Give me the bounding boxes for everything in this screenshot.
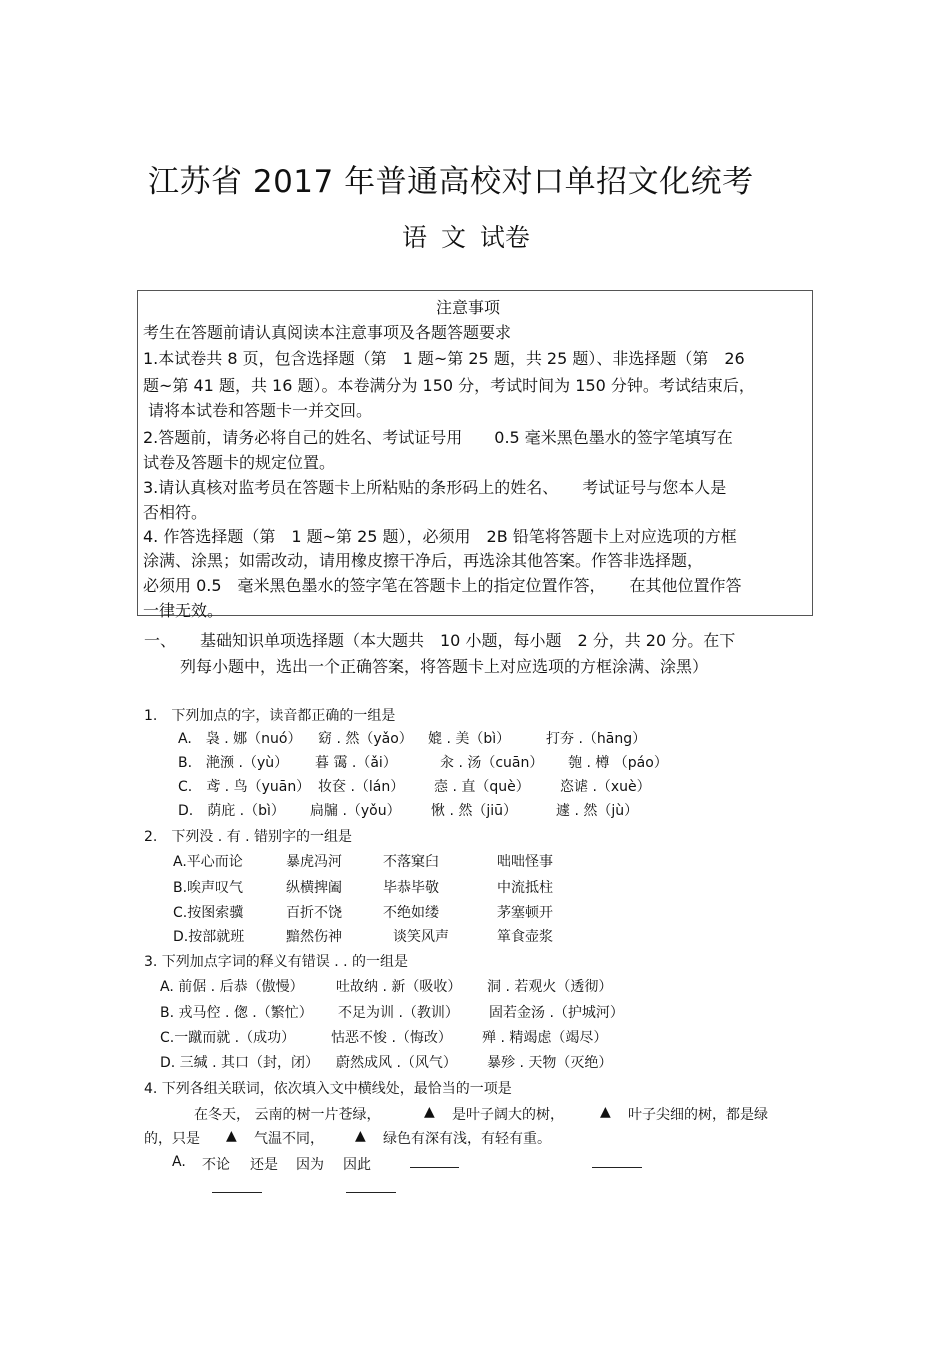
notice-line: 请将本试卷和答题卡一并交回。	[148, 401, 373, 420]
page-subtitle: 语 文 试卷	[402, 223, 530, 252]
page-title: 江苏省 2017 年普通高校对口单招文化统考	[148, 164, 754, 200]
option-cell: 不足为训 .（教训）	[338, 1005, 459, 1021]
option-cell: 吐故纳 . 新（吸收）	[336, 979, 462, 995]
blank-marker: ▲	[355, 1128, 366, 1144]
option-cell: A. 前倨 . 后恭（傲慢）	[160, 979, 304, 995]
option-cell: 匏 . 樽 （páo）	[568, 755, 668, 771]
option-cell: 怙恶不悛 .（悔改）	[331, 1030, 452, 1046]
option-cell: B. 滟滪 .（yù）	[178, 755, 289, 771]
option-cell: 遽 . 然（jù）	[556, 803, 639, 819]
option-cell: 黯然伤神	[286, 929, 342, 945]
answer-blank-line	[346, 1192, 396, 1193]
blank-marker: ▲	[424, 1104, 435, 1120]
option-cell: 暴殄 . 天物（灭绝）	[487, 1055, 613, 1071]
notice-line: 题~第 41 题，共 16 题）。本卷满分为 150 分，考试时间为 150 分钟。考试结束后，	[143, 376, 755, 395]
option-cell: 不绝如缕	[383, 905, 439, 921]
notice-intro: 考生在答题前请认真阅读本注意事项及各题答题要求	[143, 323, 512, 342]
option-cell: C. 鸢 . 鸟（yuān）	[178, 779, 311, 795]
option-cell: A. 袅 . 娜（nuó）	[178, 731, 302, 747]
option-word: 还是	[250, 1157, 278, 1173]
option-cell: 箪食壶浆	[497, 929, 553, 945]
notice-heading: 注意事项	[436, 298, 501, 317]
option-cell: A.平心而论	[173, 854, 243, 870]
answer-blank-line	[410, 1167, 459, 1168]
option-cell: 百折不饶	[286, 905, 342, 921]
passage-text: 绿色有深有浅，有轻有重。	[383, 1131, 551, 1147]
notice-line: 试卷及答题卡的规定位置。	[143, 453, 336, 472]
section-heading-cont: 列每小题中，选出一个正确答案，将答题卡上对应选项的方框涂满、涂黑）	[180, 657, 709, 676]
blank-marker: ▲	[226, 1128, 237, 1144]
answer-blank-line	[592, 1167, 642, 1168]
option-cell: 蔚然成风 .（风气）	[336, 1055, 457, 1071]
option-cell: 茅塞顿开	[497, 905, 553, 921]
option-cell: C.按图索骥	[173, 905, 244, 921]
option-cell: 洞 . 若观火（透彻）	[487, 979, 613, 995]
notice-line: 涂满、涂黑；如需改动，请用橡皮擦干净后，再选涂其他答案。作答非选择题，	[143, 551, 704, 570]
option-word: 因此	[343, 1157, 371, 1173]
notice-line: 4. 作答选择题（第 1 题~第 25 题），必须用 2B 铅笔将答题卡上对应选项的方框	[143, 527, 737, 546]
option-cell: 恣谑 .（xuè）	[560, 779, 651, 795]
option-cell: 打夯 .（hāng）	[546, 731, 647, 747]
blank-marker: ▲	[600, 1104, 611, 1120]
option-cell: 固若金汤 .（护城河）	[489, 1005, 624, 1021]
option-word: 因为	[296, 1157, 324, 1173]
option-label: A.	[172, 1154, 186, 1170]
option-cell: D. 三缄 . 其口（封，闭）	[160, 1055, 320, 1071]
option-cell: 暴虎冯河	[286, 854, 342, 870]
notice-line: 必须用 0.5 毫米黑色墨水的签字笔在答题卡上的指定位置作答， 在其他位置作答	[143, 576, 742, 595]
option-cell: 窈 . 然（yǎo）	[318, 731, 413, 747]
option-cell: 媲 . 美（bì）	[428, 731, 511, 747]
passage-text: 的，只是	[144, 1131, 200, 1147]
option-cell: C.一蹴而就 .（成功）	[160, 1030, 296, 1046]
option-cell: B. 戎马倥 . 偬 .（繁忙）	[160, 1005, 313, 1021]
option-cell: 扃牖 .（yǒu）	[310, 803, 401, 819]
passage-text: 气温不同，	[254, 1131, 324, 1147]
option-cell: 不落窠臼	[383, 854, 439, 870]
option-cell: 妆奁 .（lán）	[318, 779, 405, 795]
question-stem: 3. 下列加点字词的释义有错误 . . 的一组是	[144, 954, 409, 970]
option-cell: 暮 霭 .（ǎi）	[315, 755, 397, 771]
passage-text: 在冬天， 云南的树一片苍绿，	[194, 1107, 381, 1123]
answer-blank-line	[212, 1192, 262, 1193]
section-heading: 一、 基础知识单项选择题（本大题共 10 小题，每小题 2 分，共 20 分。在下	[144, 631, 736, 650]
option-cell: 毕恭毕敬	[383, 880, 439, 896]
option-cell: 谈笑风声	[393, 929, 449, 945]
passage-text: 叶子尖细的树，都是绿	[628, 1107, 768, 1123]
question-stem: 2. 下列没 . 有 . 错别字的一组是	[144, 829, 353, 845]
passage-text: 是叶子阔大的树，	[452, 1107, 564, 1123]
option-cell: 汆 . 汤（cuān）	[440, 755, 544, 771]
notice-line: 1.本试卷共 8 页，包含选择题（第 1 题~第 25 题，共 25 题）、非选择题（第 26	[143, 349, 745, 368]
question-stem: 1. 下列加点的字，读音都正确的一组是	[144, 708, 396, 724]
option-cell: 愀 . 然（jiū）	[431, 803, 518, 819]
option-cell: 中流抵柱	[497, 880, 553, 896]
option-cell: 殚 . 精竭虑（竭尽）	[482, 1030, 608, 1046]
option-word: 不论	[202, 1157, 230, 1173]
option-cell: 咄咄怪事	[497, 854, 553, 870]
notice-line: 2.答题前，请务必将自己的姓名、考试证号用 0.5 毫米黑色墨水的签字笔填写在	[143, 428, 733, 447]
notice-line: 3.请认真核对监考员在答题卡上所粘贴的条形码上的姓名、 考试证号与您本人是	[143, 478, 727, 497]
notice-line: 一律无效。	[143, 601, 224, 620]
question-stem: 4. 下列各组关联词，依次填入文中横线处，最恰当的一项是	[144, 1081, 512, 1097]
option-cell: D.按部就班	[173, 929, 245, 945]
option-cell: D. 荫庇 .（bì）	[178, 803, 285, 819]
option-cell: 纵横捭阖	[286, 880, 342, 896]
option-cell: 悫 . 直（què）	[434, 779, 530, 795]
notice-line: 否相符。	[143, 503, 208, 522]
option-cell: B.唉声叹气	[173, 880, 244, 896]
